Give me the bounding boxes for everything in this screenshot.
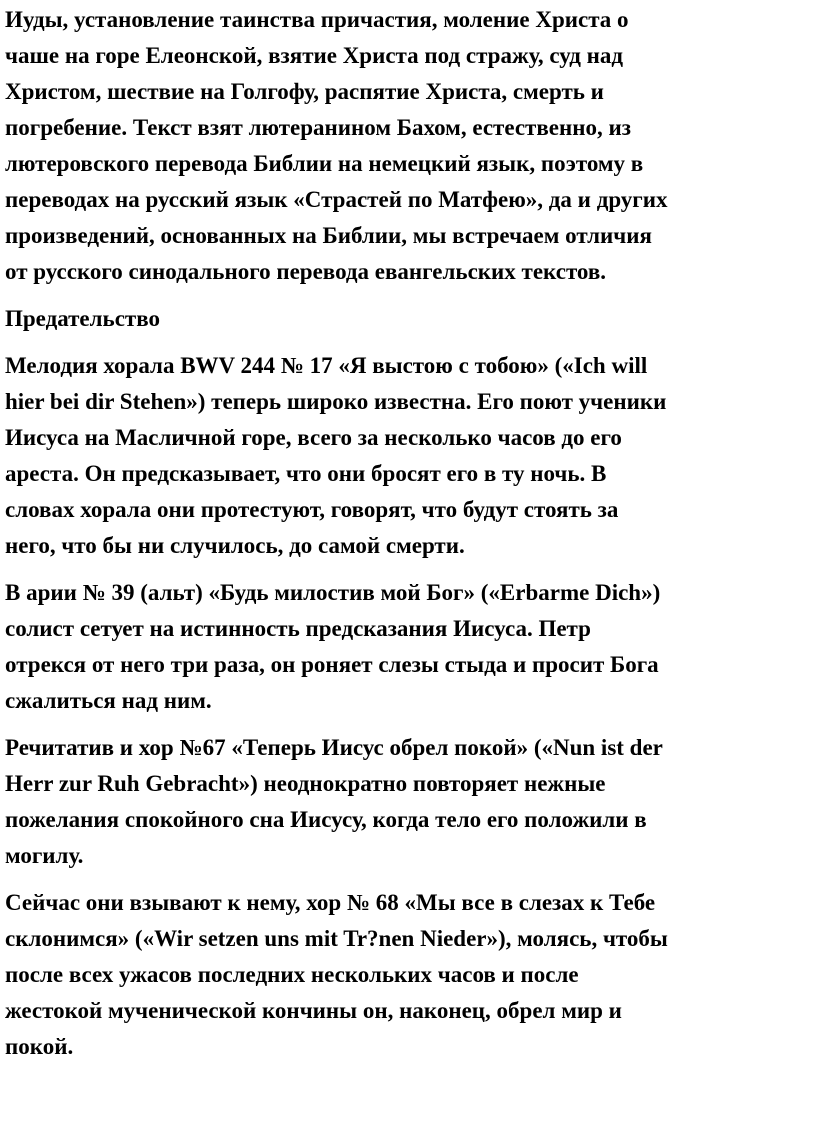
text-line: сжалиться над ним. [5,688,212,713]
document-page [5,0,811,1065]
text-line: произведений, основанных на Библии, мы встречаем отличия [5,223,652,248]
paragraph-chorus-68 [5,885,811,1065]
text-line: погребение. Текст взят лютеранином Бахом, естественно, из [5,115,631,140]
text-line: него, что бы ни случилось, до самой смерти. [5,533,465,558]
text-line: покой. [5,1034,74,1059]
text-line: Иисуса на Масличной горе, всего за несколько часов до его [5,425,622,450]
text-line: пожелания спокойного сна Иисусу, когда тело его положили в [5,807,647,832]
text-line: склонимся» («Wir setzen uns mit Tr?nen Nieder»), молясь, чтобы [5,926,668,951]
text-line: отрекся от него три раза, он роняет слезы стыда и просит Бога [5,652,659,677]
text-line: Herr zur Ruh Gebracht») неоднократно повторяет нежные [5,771,606,796]
heading-text: Предательство [5,306,160,331]
section-heading [5,301,811,337]
text-line: жестокой мученической кончины он, наконец, обрел мир и [5,998,622,1023]
text-line: Речитатив и хор №67 «Теперь Иисус обрел покой» («Nun ist der [5,735,663,760]
text-line: от русского синодального перевода евангельских текстов. [5,259,607,284]
text-line: переводах на русский язык «Страстей по Матфею», да и других [5,187,668,212]
text-line: Христом, шествие на Голгофу, распятие Христа, смерть и [5,79,604,104]
paragraph-intro [5,2,811,290]
text-line: солист сетует на истинность предсказания Иисуса. Петр [5,616,591,641]
paragraph-aria-39 [5,575,811,719]
text-line: Сейчас они взывают к нему, хор № 68 «Мы все в слезах к Тебе [5,890,656,915]
paragraph-chorale-17 [5,348,811,564]
text-line: hier bei dir Stehen») теперь широко известна. Его поют ученики [5,389,667,414]
paragraph-spacer [5,719,811,730]
paragraph-spacer [5,874,811,885]
paragraph-spacer [5,290,811,301]
text-line: после всех ужасов последних нескольких часов и после [5,962,579,987]
text-line: лютеровского перевода Библии на немецкий язык, поэтому в [5,151,644,176]
text-line: Иуды, установление таинства причастия, моление Христа о [5,7,629,32]
paragraph-recitative-67 [5,730,811,874]
text-line: словах хорала они протестуют, говорят, что будут стоять за [5,497,619,522]
text-line: В арии № 39 (альт) «Будь милостив мой Бог» («Erbarme Dich») [5,580,661,605]
paragraph-spacer [5,337,811,348]
text-line: ареста. Он предсказывает, что они бросят его в ту ночь. В [5,461,607,486]
paragraph-spacer [5,564,811,575]
text-line: чаше на горе Елеонской, взятие Христа под стражу, суд над [5,43,624,68]
text-line: могилу. [5,843,84,868]
text-line: Мелодия хорала BWV 244 № 17 «Я выстою с тобою» («Ich will [5,353,648,378]
